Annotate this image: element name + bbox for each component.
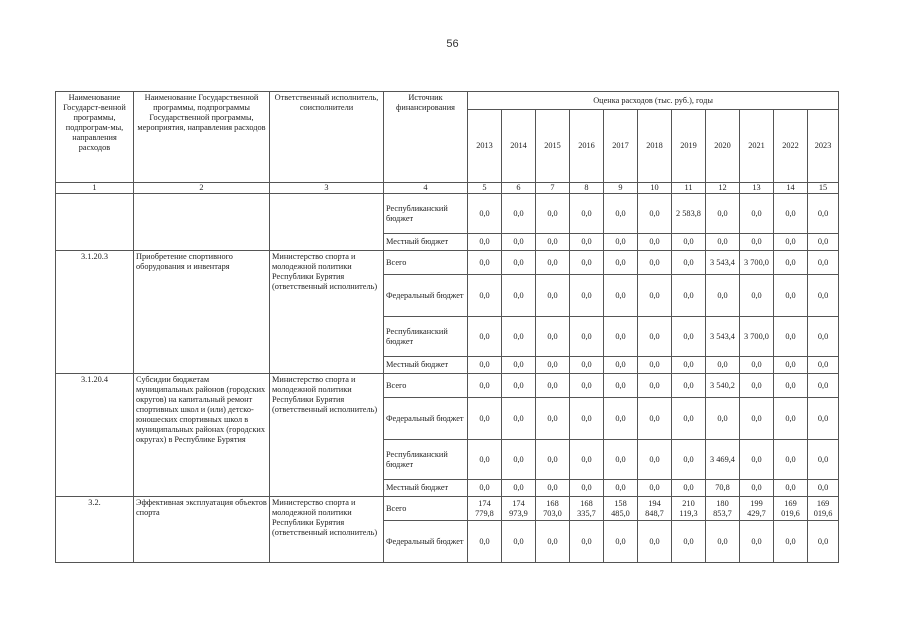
value-cell: 194 848,7 [638, 497, 672, 521]
value-cell: 0,0 [808, 440, 839, 480]
value-cell: 3 540,2 [706, 374, 740, 398]
value-cell: 70,8 [706, 480, 740, 497]
value-cell: 3 700,0 [740, 251, 774, 275]
funding-source: Федеральный бюджет [384, 398, 468, 440]
value-cell: 0,0 [672, 317, 706, 357]
value-cell: 0,0 [536, 194, 570, 234]
column-number: 8 [570, 183, 604, 194]
value-cell: 0,0 [638, 251, 672, 275]
value-cell: 0,0 [536, 275, 570, 317]
value-cell: 0,0 [502, 480, 536, 497]
row-code: 3.2. [56, 497, 134, 563]
value-cell: 0,0 [808, 317, 839, 357]
value-cell: 168 703,0 [536, 497, 570, 521]
header-year: 2023 [808, 110, 839, 183]
value-cell: 3 543,4 [706, 317, 740, 357]
column-number: 5 [468, 183, 502, 194]
value-cell: 0,0 [468, 194, 502, 234]
header-estimate: Оценка расходов (тыс. руб.), годы [468, 92, 839, 110]
value-cell: 0,0 [570, 374, 604, 398]
header-year: 2021 [740, 110, 774, 183]
value-cell: 0,0 [740, 374, 774, 398]
row-executor: Министерство спорта и молодежной политики Республики Бурятия (ответственный исполнитель) [270, 497, 384, 563]
value-cell: 0,0 [774, 357, 808, 374]
value-cell: 0,0 [638, 440, 672, 480]
value-cell: 0,0 [502, 440, 536, 480]
value-cell: 3 700,0 [740, 317, 774, 357]
header-year: 2017 [604, 110, 638, 183]
value-cell: 0,0 [570, 398, 604, 440]
value-cell: 0,0 [740, 275, 774, 317]
value-cell: 0,0 [502, 521, 536, 563]
value-cell: 0,0 [638, 521, 672, 563]
value-cell: 0,0 [808, 251, 839, 275]
value-cell: 0,0 [638, 275, 672, 317]
value-cell: 0,0 [468, 480, 502, 497]
table-row [56, 374, 839, 398]
value-cell: 0,0 [468, 357, 502, 374]
value-cell: 0,0 [638, 357, 672, 374]
funding-source: Местный бюджет [384, 480, 468, 497]
value-cell: 168 335,7 [570, 497, 604, 521]
value-cell: 0,0 [468, 398, 502, 440]
row-executor [270, 194, 384, 251]
column-number: 4 [384, 183, 468, 194]
value-cell: 199 429,7 [740, 497, 774, 521]
value-cell: 0,0 [638, 374, 672, 398]
value-cell: 174 779,8 [468, 497, 502, 521]
funding-source: Всего [384, 374, 468, 398]
value-cell: 0,0 [706, 275, 740, 317]
funding-source: Всего [384, 251, 468, 275]
value-cell: 0,0 [808, 194, 839, 234]
value-cell: 0,0 [502, 275, 536, 317]
value-cell: 0,0 [536, 317, 570, 357]
funding-source: Федеральный бюджет [384, 275, 468, 317]
value-cell: 0,0 [774, 317, 808, 357]
page-number: 56 [446, 38, 459, 50]
value-cell: 0,0 [502, 374, 536, 398]
value-cell: 0,0 [740, 194, 774, 234]
value-cell: 0,0 [536, 398, 570, 440]
value-cell: 0,0 [774, 440, 808, 480]
value-cell: 0,0 [570, 440, 604, 480]
value-cell: 0,0 [502, 398, 536, 440]
value-cell: 0,0 [774, 374, 808, 398]
value-cell: 0,0 [706, 398, 740, 440]
value-cell: 0,0 [536, 251, 570, 275]
value-cell: 0,0 [774, 194, 808, 234]
column-number: 12 [706, 183, 740, 194]
value-cell: 0,0 [672, 234, 706, 251]
column-number: 13 [740, 183, 774, 194]
header-year: 2020 [706, 110, 740, 183]
column-number: 7 [536, 183, 570, 194]
row-code: 3.1.20.3 [56, 251, 134, 374]
value-cell: 0,0 [672, 440, 706, 480]
value-cell: 0,0 [536, 521, 570, 563]
row-name: Субсидии бюджетам муниципальных районов (городских округов) на капитальный ремонт спортивных школ и (или) детско-юношеских спортивных школ в муниципальных районах (городских округах) в Республике Бурятия [134, 374, 270, 497]
value-cell: 0,0 [570, 194, 604, 234]
value-cell: 0,0 [604, 440, 638, 480]
value-cell: 0,0 [604, 357, 638, 374]
value-cell: 0,0 [604, 374, 638, 398]
header-program: Наименование Государст-венной программы, подпрограм-мы, направления расходов [56, 92, 134, 183]
value-cell: 0,0 [808, 480, 839, 497]
header-executor: Ответственный исполнитель, соисполнители [270, 92, 384, 183]
value-cell: 0,0 [638, 398, 672, 440]
value-cell: 0,0 [706, 234, 740, 251]
value-cell: 0,0 [604, 194, 638, 234]
value-cell: 0,0 [604, 317, 638, 357]
funding-source: Республиканский бюджет [384, 317, 468, 357]
header-funding-source: Источник финансирования [384, 92, 468, 183]
column-number: 11 [672, 183, 706, 194]
value-cell: 0,0 [808, 374, 839, 398]
value-cell: 0,0 [468, 374, 502, 398]
header-year: 2015 [536, 110, 570, 183]
column-number: 14 [774, 183, 808, 194]
expenses-table [55, 91, 839, 563]
value-cell: 0,0 [774, 521, 808, 563]
row-name: Приобретение спортивного оборудования и инвентаря [134, 251, 270, 374]
value-cell: 0,0 [740, 521, 774, 563]
value-cell: 0,0 [774, 275, 808, 317]
header-program-name: Наименование Государственной программы, подпрограммы Государственной программы, мероприятия, направления расходов [134, 92, 270, 183]
value-cell: 0,0 [570, 275, 604, 317]
value-cell: 210 119,3 [672, 497, 706, 521]
header-year: 2014 [502, 110, 536, 183]
column-number: 9 [604, 183, 638, 194]
value-cell: 0,0 [570, 234, 604, 251]
value-cell: 0,0 [536, 480, 570, 497]
row-code: 3.1.20.4 [56, 374, 134, 497]
value-cell: 3 543,4 [706, 251, 740, 275]
value-cell: 0,0 [774, 480, 808, 497]
value-cell: 0,0 [672, 521, 706, 563]
row-executor: Министерство спорта и молодежной политики Республики Бурятия (ответственный исполнитель) [270, 374, 384, 497]
value-cell: 0,0 [672, 480, 706, 497]
value-cell: 0,0 [468, 251, 502, 275]
column-number: 3 [270, 183, 384, 194]
table-row [56, 194, 839, 234]
funding-source: Федеральный бюджет [384, 521, 468, 563]
value-cell: 0,0 [672, 275, 706, 317]
value-cell: 0,0 [604, 275, 638, 317]
value-cell: 0,0 [774, 398, 808, 440]
value-cell: 0,0 [740, 357, 774, 374]
value-cell: 0,0 [808, 275, 839, 317]
funding-source: Республиканский бюджет [384, 194, 468, 234]
value-cell: 0,0 [740, 440, 774, 480]
value-cell: 0,0 [706, 194, 740, 234]
column-number: 2 [134, 183, 270, 194]
value-cell: 0,0 [604, 234, 638, 251]
value-cell: 0,0 [808, 234, 839, 251]
value-cell: 0,0 [774, 251, 808, 275]
value-cell: 0,0 [604, 251, 638, 275]
value-cell: 0,0 [502, 194, 536, 234]
header-year: 2018 [638, 110, 672, 183]
value-cell: 0,0 [604, 480, 638, 497]
header-year: 2013 [468, 110, 502, 183]
table-body [56, 194, 839, 563]
value-cell: 0,0 [740, 398, 774, 440]
column-number: 1 [56, 183, 134, 194]
value-cell: 2 583,8 [672, 194, 706, 234]
table-row [56, 497, 839, 521]
value-cell: 0,0 [672, 357, 706, 374]
value-cell: 0,0 [672, 398, 706, 440]
header-year: 2016 [570, 110, 604, 183]
value-cell: 0,0 [740, 234, 774, 251]
value-cell: 0,0 [536, 440, 570, 480]
value-cell: 0,0 [502, 317, 536, 357]
value-cell: 3 469,4 [706, 440, 740, 480]
value-cell: 0,0 [706, 521, 740, 563]
funding-source: Всего [384, 497, 468, 521]
value-cell: 0,0 [808, 357, 839, 374]
row-name: Эффективная эксплуатация объектов спорта [134, 497, 270, 563]
column-number: 10 [638, 183, 672, 194]
value-cell: 0,0 [468, 234, 502, 251]
value-cell: 0,0 [706, 357, 740, 374]
value-cell: 180 853,7 [706, 497, 740, 521]
value-cell: 0,0 [638, 194, 672, 234]
value-cell: 0,0 [672, 374, 706, 398]
column-number: 6 [502, 183, 536, 194]
table-header [56, 92, 839, 194]
value-cell: 0,0 [570, 521, 604, 563]
value-cell: 0,0 [604, 398, 638, 440]
value-cell: 0,0 [502, 357, 536, 374]
funding-source: Республиканский бюджет [384, 440, 468, 480]
header-year: 2022 [774, 110, 808, 183]
row-code [56, 194, 134, 251]
row-name [134, 194, 270, 251]
value-cell: 0,0 [740, 480, 774, 497]
value-cell: 0,0 [808, 398, 839, 440]
value-cell: 0,0 [468, 521, 502, 563]
value-cell: 0,0 [638, 480, 672, 497]
value-cell: 0,0 [536, 374, 570, 398]
value-cell: 0,0 [774, 234, 808, 251]
value-cell: 0,0 [570, 480, 604, 497]
value-cell: 0,0 [536, 234, 570, 251]
value-cell: 0,0 [808, 521, 839, 563]
funding-source: Местный бюджет [384, 234, 468, 251]
row-executor: Министерство спорта и молодежной политики Республики Бурятия (ответственный исполнитель) [270, 251, 384, 374]
value-cell: 0,0 [638, 317, 672, 357]
value-cell: 169 019,6 [774, 497, 808, 521]
table-row [56, 251, 839, 275]
value-cell: 0,0 [502, 234, 536, 251]
value-cell: 0,0 [604, 521, 638, 563]
value-cell: 0,0 [570, 357, 604, 374]
value-cell: 169 019,6 [808, 497, 839, 521]
value-cell: 0,0 [536, 357, 570, 374]
funding-source: Местный бюджет [384, 357, 468, 374]
value-cell: 0,0 [570, 317, 604, 357]
value-cell: 0,0 [468, 275, 502, 317]
value-cell: 0,0 [638, 234, 672, 251]
value-cell: 0,0 [672, 251, 706, 275]
column-number: 15 [808, 183, 839, 194]
value-cell: 0,0 [570, 251, 604, 275]
value-cell: 158 485,0 [604, 497, 638, 521]
header-year: 2019 [672, 110, 706, 183]
value-cell: 0,0 [468, 440, 502, 480]
value-cell: 0,0 [502, 251, 536, 275]
value-cell: 0,0 [468, 317, 502, 357]
value-cell: 174 973,9 [502, 497, 536, 521]
